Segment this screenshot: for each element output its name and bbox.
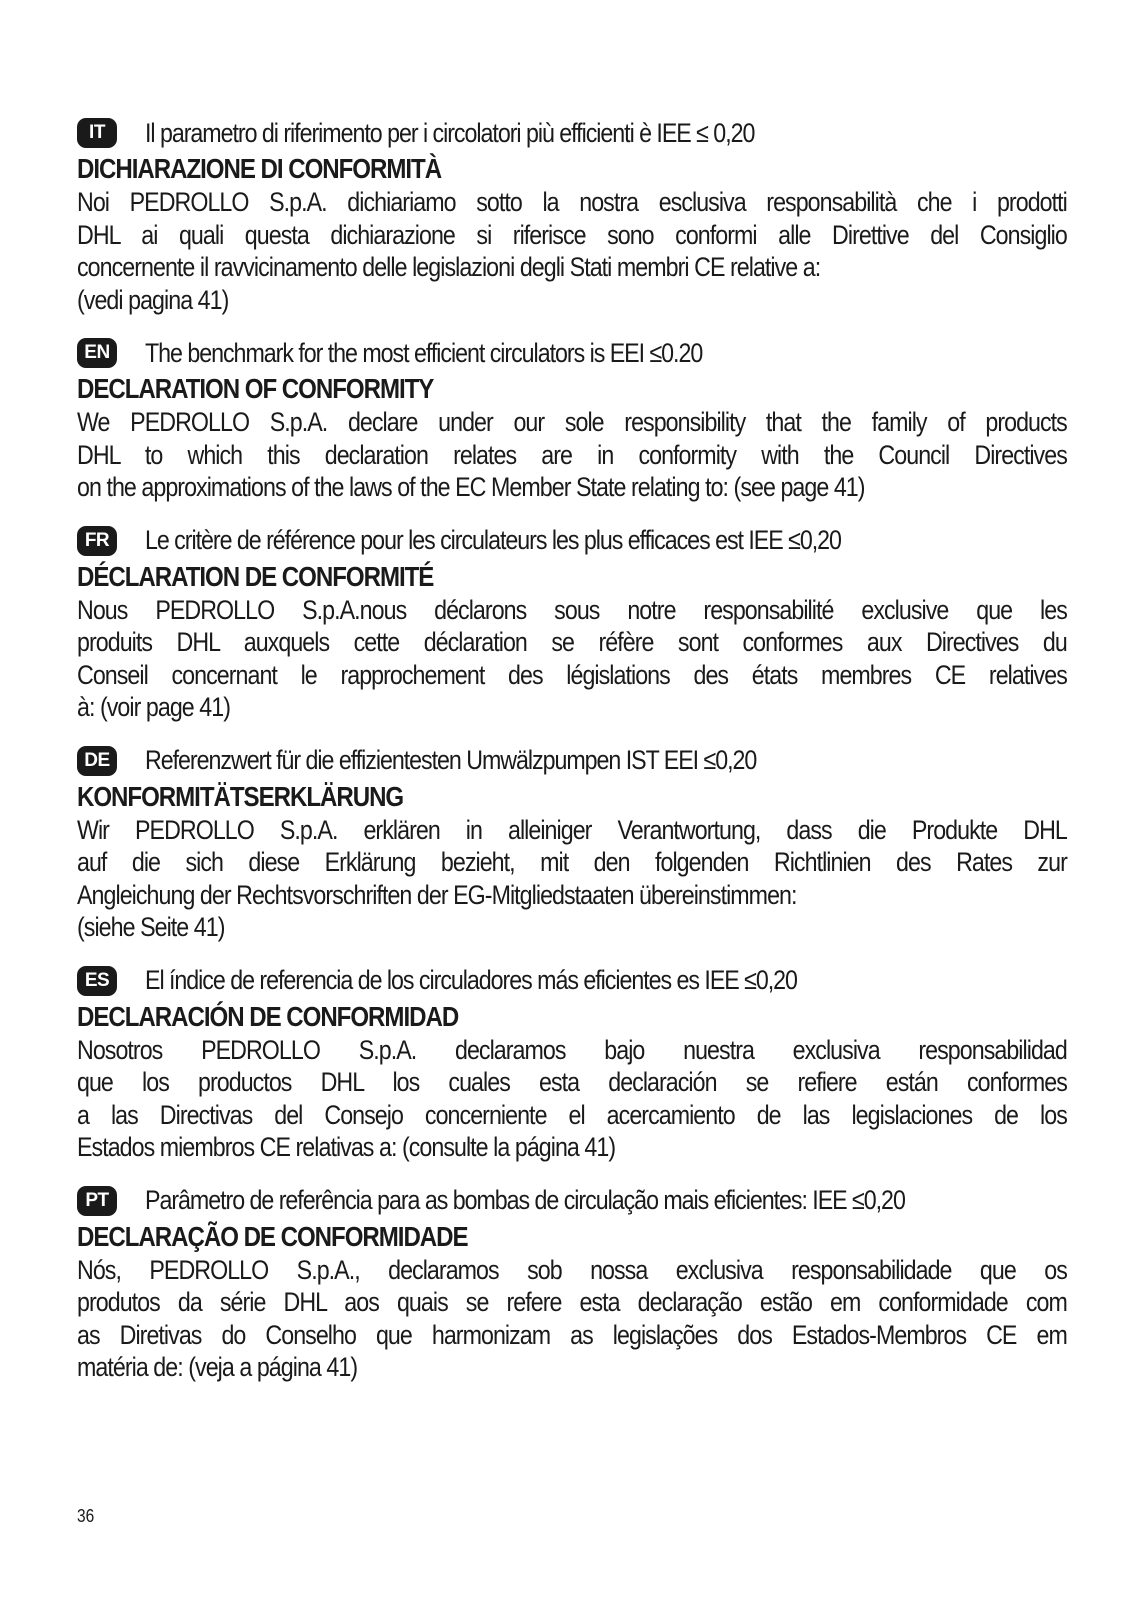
section-en <box>77 336 1067 504</box>
text-line: à: (voir page 41) <box>77 692 231 722</box>
benchmark-line <box>77 336 1067 370</box>
text-line: concernente il ravvicinamento delle legislazioni degli Stati membri CE relative a: <box>77 252 821 282</box>
language-badge-es: ES <box>77 966 117 996</box>
section-fr <box>77 524 1067 724</box>
text-line: (vedi pagina 41) <box>77 284 229 315</box>
benchmark-text: Le critère de référence pour les circulateurs les plus efficaces est IEE ≤0,20 <box>145 525 841 555</box>
text-line: Wir PEDROLLO S.p.A. erklären in alleiniger Verantwortung, dass die Produkte DHL <box>77 814 1067 845</box>
text-line: (siehe Seite 41) <box>77 912 225 942</box>
benchmark-text: Referenzwert für die effizientesten Umwälzpumpen IST EEI ≤0,20 <box>145 745 757 775</box>
benchmark-text: Parâmetro de referência para as bombas de circulação mais eficientes: IEE ≤0,20 <box>145 1185 905 1215</box>
declaration-text <box>77 1034 1067 1164</box>
section-de <box>77 744 1067 944</box>
text-line: Angleichung der Rechtsvorschriften der EG-Mitgliedstaaten übereinstimmen: <box>77 879 797 910</box>
benchmark-text: The benchmark for the most efficient circulators is EEI ≤0.20 <box>145 337 703 368</box>
text-line: Nosotros PEDROLLO S.p.A. declaramos bajo nuestra exclusiva responsabilidad <box>77 1034 1067 1065</box>
text-line: que los productos DHL los cuales esta declaración se refiere están conformes <box>77 1067 1067 1097</box>
text-line: matéria de: (veja a página 41) <box>77 1352 358 1382</box>
benchmark-text: El índice de referencia de los circuladores más eficientes es IEE ≤0,20 <box>145 965 797 995</box>
text-line: on the approximations of the laws of the EC Member State relating to: (see page 41) <box>77 472 865 502</box>
declaration-text <box>77 186 1067 316</box>
page-number: 36 <box>77 1506 95 1526</box>
section-es <box>77 964 1067 1164</box>
text-line: a las Directivas del Consejo concerniente el acercamiento de las legislaciones de los <box>77 1099 1067 1130</box>
language-badge-fr: FR <box>77 526 117 556</box>
text-line: Estados miembros CE relativas a: (consulte la página 41) <box>77 1132 616 1162</box>
declaration-text <box>77 406 1067 504</box>
language-badge-de: DE <box>77 746 117 776</box>
text-line: Conseil concernant le rapprochement des législations des états membres CE relatives <box>77 659 1067 690</box>
text-line: We PEDROLLO S.p.A. declare under our sole responsibility that the family of products <box>77 407 1067 437</box>
benchmark-line <box>77 964 1067 998</box>
benchmark-text: Il parametro di riferimento per i circolatori più efficienti è IEE ≤ 0,20 <box>145 117 755 148</box>
section-title: DICHIARAZIONE DI CONFORMITÀ <box>77 153 442 184</box>
benchmark-line <box>77 744 1067 778</box>
declaration-text <box>77 814 1067 944</box>
benchmark-line <box>77 524 1067 558</box>
section-title: DECLARAÇÃO DE CONFORMIDADE <box>77 1220 468 1252</box>
declaration-text <box>77 1254 1067 1384</box>
section-title: DECLARACIÓN DE CONFORMIDAD <box>77 1000 459 1032</box>
text-line: as Diretivas do Conselho que harmonizam as legislações dos Estados-Membros CE em <box>77 1319 1067 1350</box>
text-line: DHL to which this declaration relates are in conformity with the Council Directives <box>77 439 1067 470</box>
language-badge-pt: PT <box>77 1186 117 1216</box>
text-line: produtos da série DHL aos quais se refere esta declaração estão em conformidade com <box>77 1287 1067 1317</box>
language-badge-it: IT <box>77 118 117 148</box>
section-title: KONFORMITÄTSERKLÄRUNG <box>77 780 404 812</box>
text-line: Nous PEDROLLO S.p.A.nous déclarons sous notre responsabilité exclusive que les <box>77 594 1067 625</box>
declaration-text <box>77 594 1067 724</box>
benchmark-line <box>77 1184 1067 1218</box>
text-line: DHL ai quali questa dichiarazione si riferisce sono conformi alle Direttive del Consiglio <box>77 219 1067 250</box>
section-title: DÉCLARATION DE CONFORMITÉ <box>77 560 434 592</box>
language-badge-en: EN <box>77 338 117 368</box>
section-title: DECLARATION OF CONFORMITY <box>77 373 434 404</box>
text-line: produits DHL auxquels cette déclaration se réfère sont conformes aux Directives du <box>77 627 1067 657</box>
text-line: Nós, PEDROLLO S.p.A., declaramos sob nossa exclusiva responsabilidade que os <box>77 1254 1067 1285</box>
section-pt <box>77 1184 1067 1384</box>
section-it <box>77 116 1067 316</box>
document-page <box>77 116 1067 1384</box>
benchmark-line <box>77 116 1067 150</box>
text-line: Noi PEDROLLO S.p.A. dichiariamo sotto la nostra esclusiva responsabilità che i prodotti <box>77 187 1067 217</box>
text-line: auf die sich diese Erklärung bezieht, mit den folgenden Richtlinien des Rates zur <box>77 847 1067 877</box>
